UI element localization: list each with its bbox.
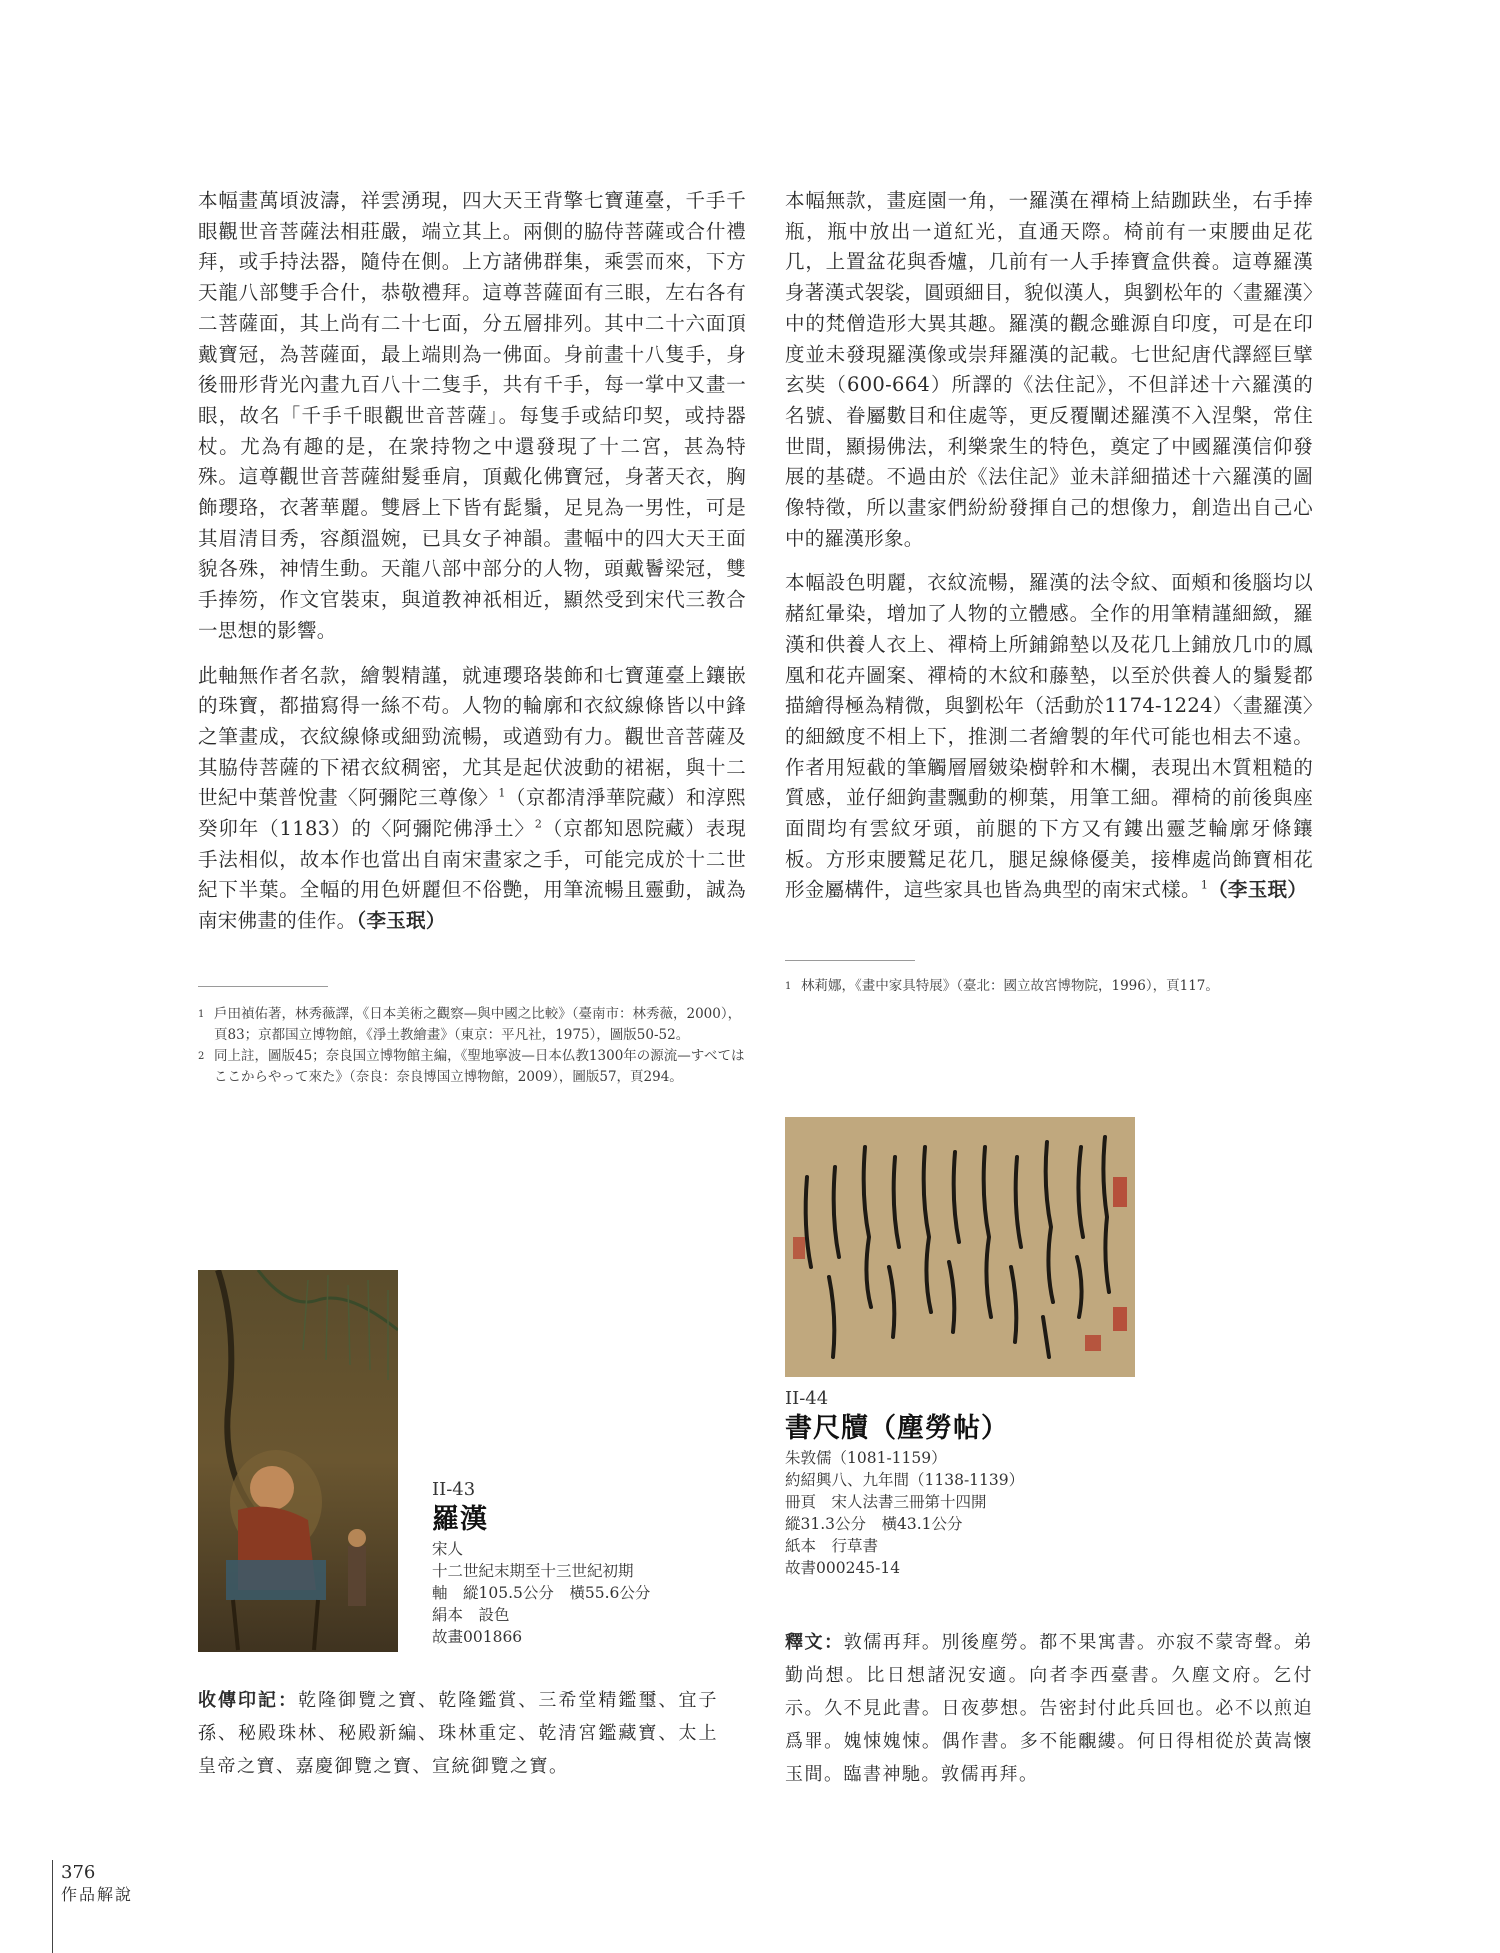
collection-seals	[198, 1684, 718, 1783]
artwork-artist: 宋人	[432, 1540, 464, 1558]
arhat-painting-image	[198, 1270, 398, 1652]
artwork-size: 縱31.3公分 橫43.1公分	[785, 1515, 963, 1533]
footnote-ref-2[interactable]: 2	[534, 817, 543, 831]
artwork-format: 冊頁 宋人法書三冊第十四開	[785, 1493, 987, 1511]
seals-text: 乾隆御覽之寶、乾隆鑑賞、三希堂精鑑璽、宜子孫、秘殿珠林、秘殿新編、珠林重定、乾清宮鑑藏寶、太上皇帝之寶、嘉慶御覽之寶、宣統御覽之寶。	[198, 1690, 719, 1777]
collector-seal	[1113, 1307, 1127, 1331]
footnote-1	[198, 1004, 746, 1046]
artwork-number: II-43	[432, 1479, 476, 1500]
footnote-2	[198, 1046, 746, 1088]
artwork-date: 約紹興八、九年間（1138-1139）	[785, 1471, 1025, 1489]
footnote-number: 2	[198, 1051, 205, 1062]
footnote-text: 林莉娜，《畫中家具特展》（臺北：國立故宮博物院，1996），頁117。	[801, 978, 1219, 994]
right-footnotes	[785, 976, 1313, 997]
right-p2-text: 本幅設色明麗，衣紋流暢，羅漢的法令紋、面頰和後腦均以赭紅暈染，增加了人物的立體感。全作的用筆精謹細緻，羅漢和供養人衣上、禪椅上所鋪錦墊以及花几上鋪放几巾的鳳凰和花卉圖案、禪椅的木紋和藤墊，以至於供養人的鬚髮都描繪得極為精微，與劉松年（活動於1174-1224）〈畫羅漢〉的細緻度不相上下，推測二者繪製的年代可能也相去不遠。作者用短截的筆觸層層皴染樹幹和木欄，表現出木質粗糙的質感，並仔細鉤畫飄動的柳葉，用筆工細。禪椅的前後與座面間均有雲紋牙頭，前腿的下方又有鏤出靈芝輪廓牙條鑲板。方形束腰鷲足花几，腿足線條優美，接榫處尚飾寶相花形金屬構件，這些家具也皆為典型的南宋式樣。	[785, 571, 1313, 902]
attendant-head	[348, 1529, 366, 1547]
arhat-head	[250, 1466, 294, 1510]
left-p2-part-b: （京都清淨華院藏）和淳熙癸卯年（1183）的〈阿彌陀佛淨土〉	[198, 786, 746, 841]
left-paragraph-2	[198, 661, 746, 937]
footnote-ref-1[interactable]: 1	[498, 786, 506, 800]
calligraphy-letter-image	[785, 1117, 1135, 1377]
artwork-title: 書尺牘（塵勞帖）	[785, 1413, 1009, 1444]
artwork-medium: 絹本 設色	[432, 1606, 510, 1624]
artwork-artist: 朱敦儒（1081-1159）	[785, 1449, 947, 1467]
left-text-column	[198, 186, 746, 951]
artwork-format-size: 軸 縱105.5公分 橫55.6公分	[432, 1584, 651, 1602]
artwork-43-caption	[432, 1478, 732, 1648]
footnote-1	[785, 976, 1313, 997]
section-label: 作品解說	[61, 1885, 134, 1904]
footnote-divider-right	[785, 960, 915, 961]
transcription-text: 敦儒再拜。別後塵勞。都不果寓書。亦寂不蒙寄聲。弟勤尚想。比日想諸況安適。向者李西臺書。久塵文府。乞付示。久不見此書。日夜夢想。告密封付此兵回也。必不以煎迫爲罪。媿悚媿悚。偶作書。多不能覼縷。何日得相從於黃嵩懷玉間。臨書神馳。敦儒再拜。	[785, 1632, 1314, 1785]
collector-seal	[1113, 1177, 1127, 1207]
calligraphy-svg	[785, 1117, 1135, 1377]
footnote-number: 1	[785, 981, 792, 992]
attendant-figure	[348, 1546, 366, 1606]
left-p2-part-a: 此軸無作者名款，繪製精謹，就連瓔珞裝飾和七寶蓮臺上鑲嵌的珠寶，都描寫得一絲不苟。人物的輪廓和衣紋線條皆以中鋒之筆畫成，衣紋線條或細勁流暢，或遒勁有力。觀世音菩薩及其脇侍菩薩的下裙衣紋稠密，尤其是起伏波動的裙裾，與十二世紀中葉普悅畫〈阿彌陀三尊像〉	[198, 663, 746, 810]
collector-seal	[793, 1237, 805, 1259]
seals-label: 收傳印記：	[198, 1690, 299, 1711]
artwork-title: 羅漢	[432, 1504, 488, 1535]
left-footnotes	[198, 1004, 746, 1088]
artwork-period: 十二世紀末期至十三世紀初期	[432, 1562, 634, 1580]
artwork-catalog-number: 故畫001866	[432, 1628, 523, 1646]
artwork-catalog-number: 故書000245-14	[785, 1559, 901, 1577]
collector-seal	[1085, 1335, 1101, 1351]
artwork-medium: 紙本 行草書	[785, 1537, 879, 1555]
author-signature: （李玉珉）	[356, 909, 446, 933]
footnote-ref-1[interactable]: 1	[1200, 878, 1209, 892]
footnote-number: 1	[198, 1009, 205, 1020]
artwork-number: II-44	[785, 1388, 829, 1409]
transcription-label: 釋文：	[785, 1632, 844, 1653]
calligraphy-transcription	[785, 1626, 1313, 1791]
page-number: 376	[61, 1862, 96, 1883]
right-text-column	[785, 186, 1313, 920]
page-folio	[52, 1860, 133, 1953]
footnote-text: 戶田禎佑著，林秀薇譯，《日本美術之觀察—與中國之比較》（臺南市：林秀薇，2000），頁83；京都国立博物館，《淨土教繪畫》（東京：平凡社，1975），圖版50-52。	[214, 1006, 742, 1043]
left-paragraph-1: 本幅畫萬頃波濤，祥雲湧現，四大天王背擎七寶蓮臺，千手千眼觀世音菩薩法相莊嚴，端立其上。兩側的脇侍菩薩或合什禮拜，或手持法器，隨侍在側。上方諸佛群集，乘雲而來，下方天龍八部雙手合什，恭敬禮拜。這尊菩薩面有三眼，左右各有二菩薩面，其上尚有二十七面，分五層排列。其中二十六面頂戴寶冠，為菩薩面，最上端則為一佛面。身前畫十八隻手，身後冊形背光內畫九百八十二隻手，共有千手，每一掌中又畫一眼，故名「千手千眼觀世音菩薩」。每隻手或結印契，或持器杖。尤為有趣的是，在衆持物之中還發現了十二宮，甚為特殊。這尊觀世音菩薩紺髮垂肩，頂戴化佛寶冠，身著天衣，胸飾瓔珞，衣著華麗。雙唇上下皆有髭鬚，足見為一男性，可是其眉清目秀，容顏溫婉，已具女子神韻。畫幅中的四大天王面貌各殊，神情生動。天龍八部中部分的人物，頭戴鬠梁冠，雙手捧笏，作文官裝束，與道教神祇相近，顯然受到宋代三教合一思想的影響。	[198, 189, 746, 642]
author-signature: （李玉珉）	[1208, 878, 1308, 902]
footnote-text: 同上註，圖版45；奈良国立博物館主編，《聖地寧波—日本仏教1300年の源流—すべてはここからやって來た》（奈良：奈良博国立博物館，2009），圖版57，頁294。	[214, 1048, 745, 1085]
right-paragraph-2	[785, 568, 1313, 906]
right-paragraph-1: 本幅無款，畫庭園一角，一羅漢在禪椅上結跏趺坐，右手捧瓶，瓶中放出一道紅光，直通天際。椅前有一束腰曲足花几，上置盆花與香爐，几前有一人手捧寶盒供養。這尊羅漢身著漢式袈裟，圓頭細目，貌似漢人，與劉松年的〈畫羅漢〉中的梵僧造形大異其趣。羅漢的觀念雖源自印度，可是在印度並未發現羅漢像或崇拜羅漢的記載。七世紀唐代譯經巨擘玄奘（600-664）所譯的《法住記》，不但詳述十六羅漢的名號、眷屬數目和住處等，更反覆闡述羅漢不入涅槃，常住世間，顯揚佛法，利樂衆生的特色，奠定了中國羅漢信仰發展的基礎。不過由於《法住記》並未詳細描述十六羅漢的圖像特徵，所以畫家們紛紛發揮自己的想像力，創造出自己心中的羅漢形象。	[785, 189, 1313, 550]
arhat-painting-svg	[198, 1270, 398, 1652]
left-p2-part-c: （京都知恩院藏）表現手法相似，故本作也當出自南宋畫家之手，可能完成於十二世紀下半葉。全幅的用色妍麗但不俗艷，用筆流暢且靈動，誠為南宋佛畫的佳作。	[198, 817, 746, 933]
footnote-divider-left	[198, 986, 328, 987]
meditation-chair	[226, 1560, 326, 1600]
artwork-44-caption	[785, 1387, 1165, 1579]
